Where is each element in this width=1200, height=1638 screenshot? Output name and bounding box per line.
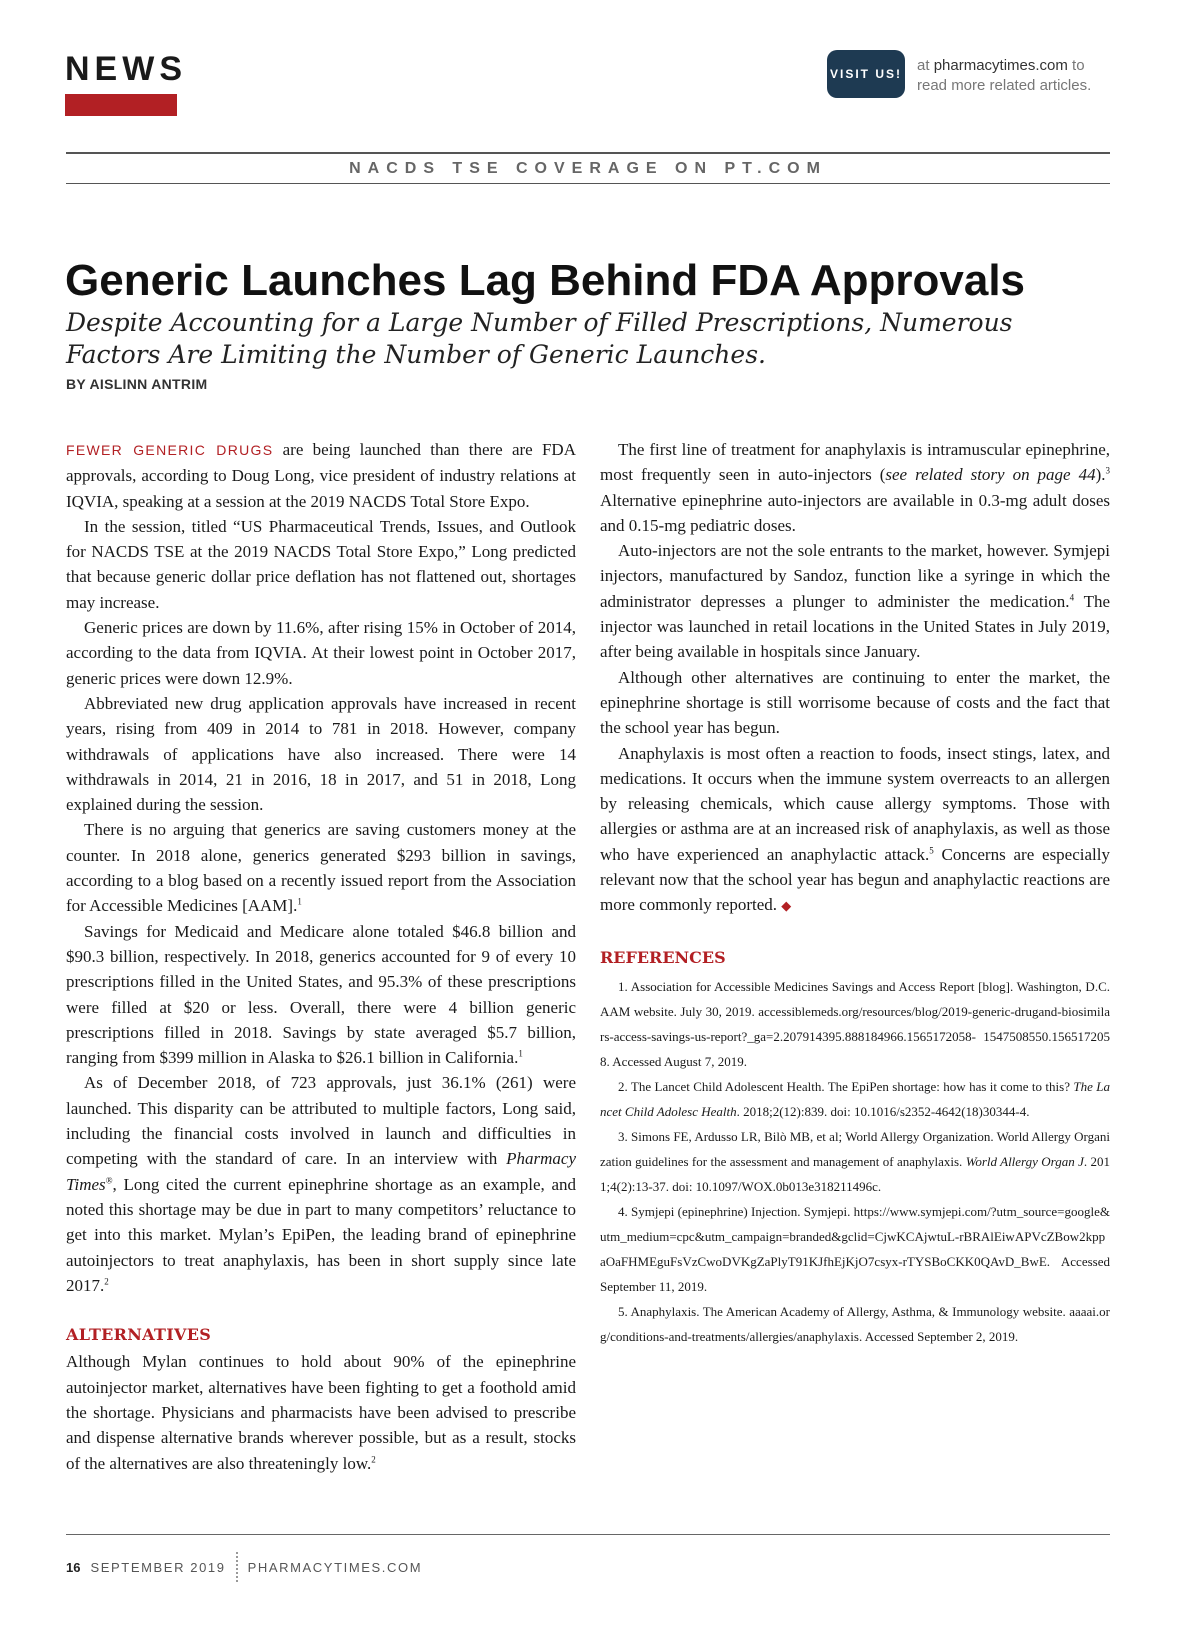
footer-site: PHARMACYTIMES.COM: [247, 1559, 423, 1575]
paragraph-text: , Long cited the current epinephrine shortage as an example, and noted this shortage may be due in part to many competitors’ reluctance to get into this market. Mylan’s EpiPen, the leading brand of epinephrine autoinjectors to treat anaphylaxis, has been in short supply since late 2017.: [66, 1174, 576, 1295]
coverage-label: NACDS TSE COVERAGE ON PT.COM: [349, 160, 827, 177]
footer-divider: [236, 1552, 238, 1582]
reference-text: 2. The Lancet Child Adolescent Health. The EpiPen shortage: how has it come to this?: [618, 1078, 1074, 1094]
section-rule-top: [66, 152, 1110, 154]
visit-line-2: read more related articles.: [917, 77, 1092, 94]
paragraph: [600, 437, 1110, 538]
paragraph: [66, 919, 576, 1071]
citation-mark: 5: [929, 845, 934, 856]
reference-item: 5. Anaphylaxis. The American Academy of Allergy, Asthma, & Immunology website. aaaai.org/conditions-and-treatments/allergies/anaphylaxis. Accessed September 2, 2019.: [600, 1303, 1110, 1344]
paragraph-text: ).: [1095, 465, 1106, 485]
paragraph-text: Auto-injectors are not the sole entrants to the market, however. Symjepi injectors, manufactured by Sandoz, function like a syringe in which the administrator depresses a plunger to administer the medication.: [600, 541, 1110, 611]
visit-site-link[interactable]: pharmacytimes.com: [933, 57, 1068, 74]
paragraph-text: Anaphylaxis is most often a reaction to foods, insect stings, latex, and medications. It occurs when the immune system overreacts to an allergen by releasing chemicals, which cause allergy symptoms. Those with allergies or asthma are at an increased risk of anaphylaxis, as well as those who have experienced an anaphylactic attack.: [600, 743, 1110, 864]
reference-text: . 2018;2(12):839. doi: 10.1016/s2352-4642(18)30344-4.: [736, 1103, 1030, 1119]
citation-mark: 4: [1069, 592, 1075, 603]
references-heading: REFERENCES: [600, 947, 726, 967]
paragraph-text: The first line of treatment for anaphylaxis is intramuscular epinephrine, most frequently seen in auto-injectors (: [600, 440, 1110, 485]
footer-rule: [66, 1534, 1110, 1535]
article-byline: BY AISLINN ANTRIM: [66, 376, 208, 392]
cross-reference: see related story on page 44: [885, 465, 1096, 485]
visit-us-text: [917, 56, 1091, 96]
reference-text: 3. Simons FE, Ardusso LR, Bilò MB, et al; World Allergy Organization. World Allergy Organization guidelines for the assessment and management of anaphylaxis.: [600, 1128, 1110, 1169]
lead-in: FEWER GENERIC DRUGS: [66, 442, 274, 458]
paragraph: [66, 1070, 576, 1298]
publication-name: Pharmacy Times: [66, 1149, 576, 1194]
article-subtitle: Despite Accounting for a Large Number of Filled Prescriptions, Numerous Factors Are Limiting the Number of Generic Launches.: [66, 308, 1013, 369]
section-label-news: NEWS: [65, 50, 187, 88]
citation-mark: 2: [104, 1276, 109, 1287]
citation-mark: 2: [371, 1453, 376, 1464]
paragraph: [600, 538, 1110, 664]
paragraph-text: Alternative epinephrine auto-injectors are available in 0.3-mg adult doses and 0.15-mg pediatric doses.: [600, 490, 1110, 535]
alternatives-heading: ALTERNATIVES: [66, 1325, 212, 1345]
paragraph-text: are being launched than there are FDA approvals, according to Doug Long, vice president of industry relations at IQVIA, speaking at a session at the 2019 NACDS Total Store Expo.: [66, 440, 576, 511]
reference-item: 4. Symjepi (epinephrine) Injection. Symjepi. https://www.symjepi.com/?utm_source=google&utm_medium=cpc&utm_campaign=branded&gclid=CjwKCAjwtuL-rBRAlEiwAPVcZBow2kppaOaFHMEguFsVzCwoDVKgZaPlyT91KJfhEjKjO7csyx-rTYSBoCKK0QAvD_BwE. Accessed September 11, 2019.: [600, 1203, 1110, 1294]
article-column-right: [600, 437, 1110, 1349]
page-footer: [66, 1552, 422, 1582]
issue-date: SEPTEMBER 2019: [90, 1559, 226, 1575]
section-accent-bar: [65, 94, 177, 116]
reference-item: 1. Association for Accessible Medicines Savings and Access Report [blog]. Washington, D.C. AAM website. July 30, 2019. accessiblemeds.org/resources/blog/2019-generic-drugand-biosimilars-access-savings-us-report?_ga=2.207914395.888184966.1565172058- 1547508550.1565172058. Accessed August 7, 2019.: [600, 978, 1110, 1069]
article-title: Generic Launches Lag Behind FDA Approvals: [65, 256, 1026, 305]
paragraph-text: Concerns are especially relevant now that the school year has begun and anaphylactic reactions are more commonly reported.: [600, 844, 1110, 915]
page-number: 16: [66, 1559, 81, 1575]
reference-item: [600, 1124, 1110, 1199]
paragraph-text: Although Mylan continues to hold about 90% of the epinephrine autoinjector market, alternatives have been fighting to get a foothold amid the shortage. Physicians and pharmacists have been advised to prescribe and dispense alternative brands wherever possible, but as a result, stocks of the alternatives are also threateningly low.: [66, 1352, 576, 1473]
registered-mark: ®: [105, 1174, 113, 1185]
paragraph-text: Savings for Medicaid and Medicare alone totaled $46.8 billion and $90.3 billion, respectively. In 2018, generics accounted for 9 of every 10 prescriptions filled in the United States, and 95.3% of these prescriptions were filled at $20 or less. Overall, there were 4 billion generic prescriptions filled in 2018. Savings by state averaged $5.7 billion, ranging from $399 million in Alaska to $26.1 billion in California.: [66, 921, 576, 1068]
paragraph-text: As of December 2018, of 723 approvals, just 36.1% (261) were launched. This disparity can be attributed to multiple factors, Long said, including the financial costs involved in launch and difficulties in competing with the standard of care. In an interview with: [66, 1073, 576, 1169]
paragraph: [66, 1349, 576, 1475]
article-column-left: [66, 437, 576, 1476]
visit-suffix: to: [1067, 57, 1085, 74]
journal-name: The Lancet Child Adolesc Health: [600, 1078, 1110, 1119]
paragraph-text: There is no arguing that generics are saving customers money at the counter. In 2018 alone, generics generated $293 billion in savings, according to a blog based on a recently issued report from the Association for Accessible Medicines [AAM].: [66, 820, 576, 916]
visit-us-badge[interactable]: VISIT US!: [827, 50, 905, 98]
paragraph: Abbreviated new drug application approvals have increased in recent years, rising from 409 in 2014 to 781 in 2018. However, company withdrawals of applications have also increased. There were 14 withdrawals in 2014, 21 in 2016, 18 in 2017, and 51 in 2018, Long explained during the session.: [66, 693, 576, 815]
citation-mark: 1: [297, 896, 302, 907]
visit-prefix: at: [917, 57, 934, 74]
citation-mark: 1: [518, 1048, 523, 1059]
paragraph-text: The injector was launched in retail locations in the United States in July 2019, after being available in hospitals since January.: [600, 591, 1111, 662]
paragraph: Generic prices are down by 11.6%, after rising 15% in October of 2014, according to the data from IQVIA. At their lowest point in October 2017, generic prices were down 12.9%.: [66, 618, 576, 688]
end-of-article-icon: ◆: [781, 898, 792, 914]
paragraph: Although other alternatives are continuing to enter the market, the epinephrine shortage is still worrisome because of costs and the fact that the school year has begun.: [600, 667, 1110, 738]
paragraph: In the session, titled “US Pharmaceutical Trends, Issues, and Outlook for NACDS TSE at the 2019 NACDS Total Store Expo,” Long predicted that because generic dollar price deflation has not flattened out, shortages may increase.: [66, 516, 576, 612]
journal-name: World Allergy Organ J: [965, 1153, 1084, 1169]
citation-mark: 3: [1105, 465, 1110, 476]
reference-item: [600, 1074, 1110, 1124]
paragraph: [66, 437, 576, 514]
section-rule-bottom: [66, 183, 1110, 184]
reference-text: . 2011;4(2):13-37. doi: 10.1097/WOX.0b013e318211496c.: [600, 1153, 1111, 1194]
paragraph: [66, 817, 576, 918]
paragraph: [600, 741, 1110, 919]
